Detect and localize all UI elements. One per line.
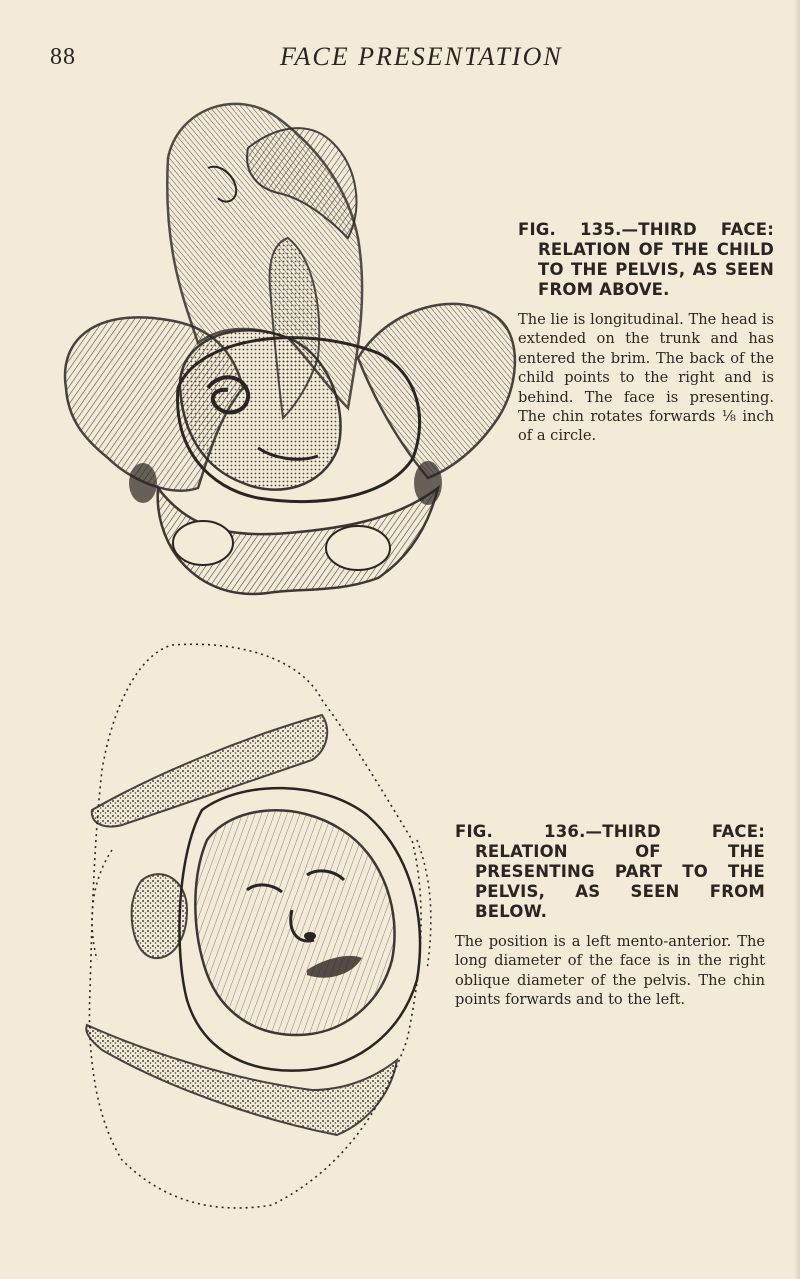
figure-135-illustration [58,88,520,608]
figure-136-caption [455,822,765,1010]
page-edge-shadow [794,0,800,1279]
figure-135-description: The lie is longitudinal. The head is extended on the trunk and has entered the brim. The back of the child points to the right and is behind. The face is presenting. The chin rotates forwards ⅛ inch of a circle. [518,311,774,445]
page-number: 88 [50,44,76,70]
figure-136-illustration [82,640,442,1215]
figure-136-description: The position is a left mento-anterior. The long diameter of the face is in the right oblique diameter of the pelvis. The chin points forwards and to the left. [455,933,765,1009]
page-header [0,40,800,76]
figure-135-caption [518,220,774,446]
figure-136-title: FIG. 136.—THIRD FACE: RELATION OF THE PRESENTING PART TO THE PELVIS, AS SEEN FROM BELOW. [455,822,765,921]
running-head: FACE PRESENTATION [280,42,563,71]
figure-135-title: FIG. 135.—THIRD FACE: RELATION OF THE CHILD TO THE PELVIS, AS SEEN FROM ABOVE. [518,220,774,299]
